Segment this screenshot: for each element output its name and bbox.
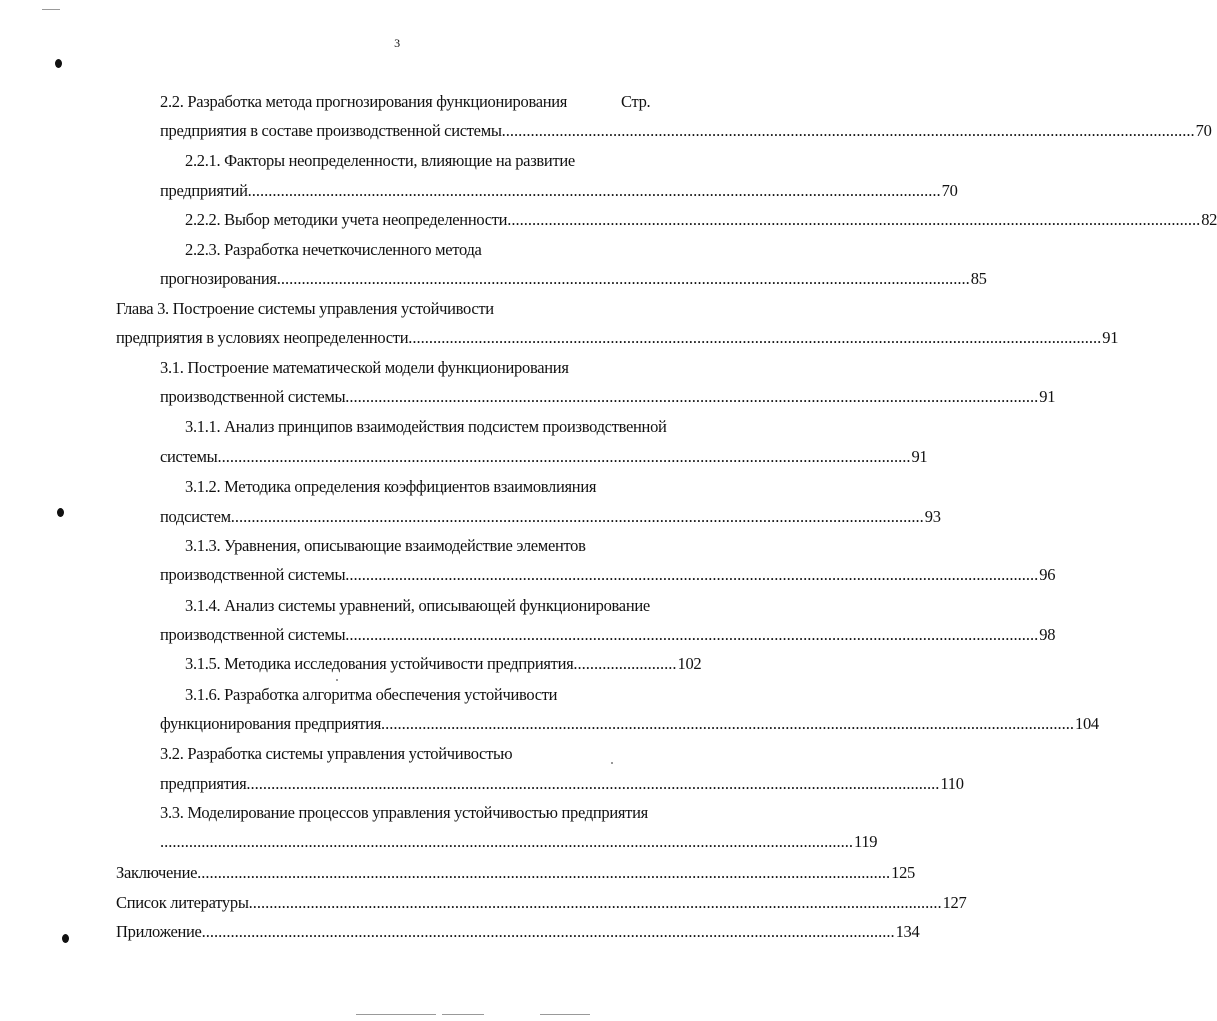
toc-page-number: 134 [895, 922, 920, 941]
dot-leader: ........................................................................................................................................................................ [276, 269, 970, 288]
toc-entry-text: предприятия в составе производственной системы [160, 121, 502, 140]
toc-entry-2-2-title [160, 90, 567, 114]
toc-entry-text: 2.2.3. Разработка нечеткочисленного метода [185, 240, 482, 259]
toc-entry-text: 3.1.6. Разработка алгоритма обеспечения устойчивости [185, 685, 558, 704]
dot-leader: ........................................................................................................................................................................ [246, 774, 940, 793]
toc-entry-3-1-4 [160, 623, 1056, 647]
toc-entry-text: производственной системы [160, 565, 346, 584]
toc-page-number: 91 [1039, 387, 1056, 406]
toc-entry-3-1-3 [160, 563, 1056, 587]
toc-entry-text: 3.1.4. Анализ системы уравнений, описывающей функционирование [185, 596, 650, 615]
toc-entry-3-1 [160, 385, 1056, 409]
dot-leader: ........................................................................................................................................................................ [230, 507, 924, 526]
dot-leader: ........................................................................................................................................................................ [248, 893, 942, 912]
toc-entry-3-1-2 [160, 505, 941, 529]
toc-page-number: 70 [1195, 121, 1212, 140]
toc-entry-2-2-1 [160, 179, 958, 203]
toc-entry-2-2 [160, 119, 1212, 143]
toc-entry-text: Список литературы [116, 893, 249, 912]
dot-leader: ......................... [573, 654, 677, 673]
toc-entry-3-3-title [160, 801, 648, 825]
toc-page-number: 104 [1075, 714, 1099, 733]
toc-entry-text: предприятия [160, 774, 247, 793]
toc-entry-text: 3.3. Моделирование процессов управления устойчивостью предприятия [160, 803, 648, 822]
toc-entry-3-1-2-title [185, 475, 596, 499]
toc-entry-text: 3.1.3. Уравнения, описывающие взаимодействие элементов [185, 536, 586, 555]
toc-chapter-3-title [116, 297, 494, 321]
toc-page-number: 93 [924, 507, 941, 526]
dot-leader: ........................................................................................................................................................................ [408, 328, 1102, 347]
scan-mark-bottom [442, 1014, 484, 1015]
toc-page-number: 98 [1039, 625, 1056, 644]
toc-entry-text: 2.2.2. Выбор методики учета неопределенности [185, 210, 508, 229]
dot-leader: ........................................................................................................................................................................ [507, 210, 1201, 229]
dot-leader: ........................................................................................................................................................................ [217, 447, 911, 466]
toc-entry-2-2-3-title [185, 238, 482, 262]
toc-page-number: 85 [970, 269, 987, 288]
toc-entry-3-1-6 [160, 712, 1099, 736]
toc-entry-text: 3.2. Разработка системы управления устойчивостью [160, 744, 513, 763]
dot-leader: ........................................................................................................................................................................ [197, 863, 891, 882]
dot-leader: ........................................................................................................................................................................ [345, 625, 1039, 644]
toc-entry-2-2-2 [185, 208, 1217, 232]
toc-entry-text: прогнозирования [160, 269, 277, 288]
toc-conclusion [116, 861, 916, 885]
toc-page-number: 102 [677, 654, 702, 673]
toc-page-number: 127 [942, 893, 967, 912]
toc-entry-text: подсистем [160, 507, 231, 526]
toc-entry-3-1-4-title [185, 594, 650, 618]
scan-speck [336, 679, 338, 681]
toc-entry-text: предприятия в условиях неопределенности [116, 328, 409, 347]
toc-entry-text: 2.2.1. Факторы неопределенности, влияющие на развитие [185, 151, 575, 170]
toc-entry-text: предприятий [160, 181, 248, 200]
toc-entry-text: функционирования предприятия [160, 714, 382, 733]
toc-entry-text: 3.1. Построение математической модели функционирования [160, 358, 569, 377]
toc-entry-text: Глава 3. Построение системы управления устойчивости [116, 299, 494, 318]
page-column-label: Стр. [621, 92, 651, 111]
binder-hole-mark [57, 508, 64, 517]
toc-entry-3-1-3-title [185, 534, 586, 558]
toc-entry-3-1-5 [185, 652, 702, 676]
toc-entry-2-2-1-title [185, 149, 575, 173]
toc-page-number: 82 [1201, 210, 1217, 229]
toc-chapter-3 [116, 326, 1119, 350]
toc-entry-3-1-1-title [185, 415, 667, 439]
toc-bibliography [116, 891, 967, 915]
toc-entry-text: Заключение [116, 863, 198, 882]
toc-entry-text: системы [160, 447, 218, 466]
toc-page-number: 110 [940, 774, 964, 793]
binder-hole-mark [62, 934, 69, 943]
toc-entry-3-1-1 [160, 445, 928, 469]
toc-entry-text: 3.1.2. Методика определения коэффициентов взаимовлияния [185, 477, 597, 496]
scan-speck [611, 762, 613, 764]
toc-page-number: 119 [854, 832, 878, 851]
toc-page-number: 125 [891, 863, 916, 882]
toc-page-number: 96 [1039, 565, 1056, 584]
toc-entry-text: 3.1.5. Методика исследования устойчивости предприятия [185, 654, 574, 673]
toc-appendix [116, 920, 920, 944]
dot-leader: ........................................................................................................................................................................ [247, 181, 941, 200]
toc-entry-3-1-title [160, 356, 569, 380]
toc-entry-text: производственной системы [160, 387, 346, 406]
toc-entry-3-3 [160, 830, 878, 854]
dot-leader: ........................................................................................................................................................................ [501, 121, 1195, 140]
dot-leader: ........................................................................................................................................................................ [201, 922, 895, 941]
scan-mark-bottom [356, 1014, 436, 1015]
dot-leader: ........................................................................................................................................................................ [345, 387, 1039, 406]
dot-leader: ........................................................................................................................................................................ [381, 714, 1075, 733]
toc-entry-text: Приложение [116, 922, 202, 941]
page-number: 3 [394, 36, 400, 50]
toc-entry-3-2-title [160, 742, 512, 766]
toc-page-number: 70 [941, 181, 958, 200]
toc-page-number: 91 [1102, 328, 1119, 347]
toc-entry-3-2 [160, 772, 964, 796]
toc-page-number: 91 [911, 447, 928, 466]
dot-leader: ........................................................................................................................................................................ [345, 565, 1039, 584]
toc-entry-text: 2.2. Разработка метода прогнозирования функционирования [160, 92, 568, 111]
scan-mark-top [42, 9, 60, 10]
dot-leader: ........................................................................................................................................................................ [160, 832, 853, 851]
binder-hole-mark [55, 59, 62, 68]
toc-entry-3-1-6-title [185, 683, 557, 707]
toc-entry-text: 3.1.1. Анализ принципов взаимодействия подсистем производственной [185, 417, 667, 436]
scan-mark-bottom [540, 1014, 590, 1015]
toc-entry-2-2-3 [160, 267, 987, 291]
toc-entry-text: производственной системы [160, 625, 346, 644]
